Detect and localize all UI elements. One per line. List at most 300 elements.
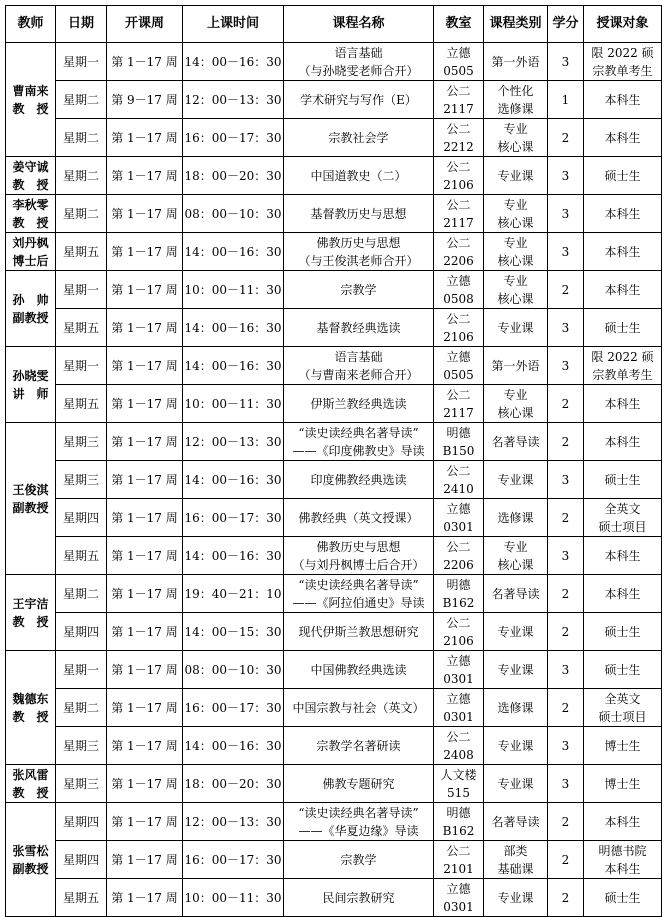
day-cell: 星期五 — [56, 879, 107, 917]
teacher-cell — [6, 233, 56, 271]
room-number: 2408 — [443, 747, 474, 762]
room-building: 立德 — [446, 349, 471, 364]
room-number: 0301 — [443, 899, 474, 914]
teacher-cell — [6, 765, 56, 803]
teacher-cell — [6, 803, 56, 917]
teacher-cell — [6, 423, 56, 575]
audience-cell — [584, 537, 662, 575]
audience: 本科生 — [604, 548, 641, 563]
course-name: 宗教学 — [340, 852, 377, 867]
time-cell: 08：00－10：30 — [183, 651, 284, 689]
course-type: 专业课 — [497, 662, 534, 677]
weeks-cell: 第 1－17 周 — [107, 347, 183, 385]
course-type-2: 核心课 — [497, 405, 534, 420]
teacher-cell — [6, 195, 56, 233]
course-name: “读史读经典名著导读” — [298, 425, 419, 440]
audience-cell — [584, 499, 662, 537]
room-building: 公二 — [446, 387, 471, 402]
audience: 全英文 — [604, 691, 641, 706]
course-type-2: 核心课 — [497, 253, 534, 268]
room-number: 2106 — [443, 177, 474, 192]
course-name-cell — [284, 347, 434, 385]
type-cell — [484, 195, 548, 233]
course-type: 名著导读 — [491, 814, 540, 829]
credits-cell: 3 — [548, 233, 584, 271]
type-cell — [484, 803, 548, 841]
teacher-title: 副教授 — [12, 310, 49, 325]
teacher-title: 教 授 — [12, 215, 49, 230]
weeks-cell: 第 1－17 周 — [107, 803, 183, 841]
course-name: 宗教学名著研读 — [316, 738, 401, 753]
teacher-cell — [6, 347, 56, 423]
room-number: 2410 — [443, 481, 474, 496]
table-row — [6, 537, 662, 575]
credits-cell: 3 — [548, 309, 584, 347]
course-note: ——《阿拉伯通史》导读 — [292, 595, 425, 610]
time-cell: 14：00－15：30 — [183, 613, 284, 651]
weeks-cell: 第 1－17 周 — [107, 385, 183, 423]
teacher-name: 张风雷 — [12, 767, 49, 782]
credits-cell: 3 — [548, 157, 584, 195]
room-cell — [434, 233, 484, 271]
course-name-cell — [284, 157, 434, 195]
audience-cell — [584, 765, 662, 803]
time-cell: 12：00－13：30 — [183, 803, 284, 841]
course-type: 专业课 — [497, 624, 534, 639]
audience: 本科生 — [604, 130, 641, 145]
audience: 硕士生 — [604, 662, 641, 677]
type-cell — [484, 879, 548, 917]
course-name: 佛教历史与思想 — [316, 235, 401, 250]
room-number: 0301 — [443, 709, 474, 724]
credits-cell: 1 — [548, 81, 584, 119]
course-name: 佛教经典（英文授课） — [298, 510, 419, 525]
credits-cell: 2 — [548, 271, 584, 309]
room-number: 2206 — [443, 253, 474, 268]
course-name-cell — [284, 651, 434, 689]
room-number: B150 — [442, 443, 475, 458]
course-name: 中国宗教与社会（英文） — [292, 700, 425, 715]
audience-2: 硕士项目 — [598, 519, 647, 534]
time-cell: 18：00－20：30 — [183, 765, 284, 803]
room-building: 立德 — [446, 881, 471, 896]
teacher-title: 教 授 — [12, 785, 49, 800]
table-row — [6, 157, 662, 195]
course-type: 名著导读 — [491, 434, 540, 449]
audience: 本科生 — [604, 396, 641, 411]
time-cell: 14：00－16：30 — [183, 727, 284, 765]
credits-cell: 2 — [548, 499, 584, 537]
day-cell: 星期三 — [56, 727, 107, 765]
credits-cell: 2 — [548, 423, 584, 461]
time-cell: 14：00－16：30 — [183, 233, 284, 271]
room-building: 明德 — [446, 425, 471, 440]
teacher-name: 曹南来 — [12, 83, 49, 98]
room-cell — [434, 43, 484, 81]
credits-cell: 2 — [548, 613, 584, 651]
header-audience: 授课对象 — [584, 6, 662, 43]
course-type-2: 核心课 — [497, 557, 534, 572]
table-row — [6, 271, 662, 309]
course-name: 伊斯兰教经典选读 — [310, 396, 407, 411]
header-teacher: 教师 — [6, 6, 56, 43]
table-row — [6, 651, 662, 689]
weeks-cell: 第 1－17 周 — [107, 613, 183, 651]
room-building: 立德 — [446, 45, 471, 60]
header-course: 课程名称 — [284, 6, 434, 43]
day-cell: 星期五 — [56, 385, 107, 423]
table-row — [6, 195, 662, 233]
day-cell: 星期四 — [56, 841, 107, 879]
course-name-cell — [284, 803, 434, 841]
room-building: 公二 — [446, 159, 471, 174]
time-cell: 12：00－13：30 — [183, 81, 284, 119]
teacher-cell — [6, 43, 56, 157]
course-name-cell — [284, 499, 434, 537]
day-cell: 星期三 — [56, 423, 107, 461]
table-row — [6, 499, 662, 537]
course-type: 专业 — [503, 539, 528, 554]
course-type: 个性化 — [497, 83, 534, 98]
audience-cell — [584, 803, 662, 841]
time-cell: 16：00－17：30 — [183, 689, 284, 727]
type-cell — [484, 233, 548, 271]
room-cell — [434, 575, 484, 613]
day-cell: 星期二 — [56, 157, 107, 195]
room-building: 公二 — [446, 539, 471, 554]
audience: 博士生 — [604, 738, 641, 753]
course-name: 学术研究与写作（E） — [300, 92, 417, 107]
audience: 本科生 — [604, 244, 641, 259]
header-credits: 学分 — [548, 6, 584, 43]
room-cell — [434, 613, 484, 651]
audience: 本科生 — [604, 814, 641, 829]
room-cell — [434, 841, 484, 879]
table-row — [6, 765, 662, 803]
room-cell — [434, 765, 484, 803]
audience-cell — [584, 841, 662, 879]
credits-cell: 2 — [548, 879, 584, 917]
room-building: 公二 — [446, 729, 471, 744]
course-type: 第一外语 — [491, 54, 540, 69]
room-number: 2117 — [443, 101, 474, 116]
time-cell: 16：00－17：30 — [183, 499, 284, 537]
audience: 硕士生 — [604, 624, 641, 639]
weeks-cell: 第 1－17 周 — [107, 461, 183, 499]
course-name: 基督教经典选读 — [316, 320, 401, 335]
credits-cell: 3 — [548, 43, 584, 81]
room-building: 立德 — [446, 691, 471, 706]
audience-cell — [584, 461, 662, 499]
audience-cell — [584, 385, 662, 423]
type-cell — [484, 651, 548, 689]
course-name-cell — [284, 271, 434, 309]
day-cell: 星期一 — [56, 43, 107, 81]
room-cell — [434, 195, 484, 233]
course-name: 语言基础 — [334, 349, 383, 364]
time-cell: 10：00－11：30 — [183, 385, 284, 423]
course-name-cell — [284, 765, 434, 803]
audience-cell — [584, 689, 662, 727]
day-cell: 星期三 — [56, 765, 107, 803]
day-cell: 星期二 — [56, 195, 107, 233]
teacher-name: 张雪松 — [12, 843, 49, 858]
room-number: 0508 — [443, 291, 474, 306]
room-building: 立德 — [446, 653, 471, 668]
time-cell: 12：00－13：30 — [183, 423, 284, 461]
type-cell — [484, 537, 548, 575]
room-cell — [434, 119, 484, 157]
time-cell: 14：00－16：30 — [183, 347, 284, 385]
type-cell — [484, 347, 548, 385]
course-name: “读史读经典名著导读” — [298, 805, 419, 820]
course-type-2: 选修课 — [497, 101, 534, 116]
teacher-name: 孙晓雯 — [12, 368, 49, 383]
weeks-cell: 第 1－17 周 — [107, 689, 183, 727]
weeks-cell: 第 1－17 周 — [107, 233, 183, 271]
table-row — [6, 689, 662, 727]
room-number: 2117 — [443, 215, 474, 230]
table-row — [6, 423, 662, 461]
audience: 硕士生 — [604, 890, 641, 905]
course-name: 中国佛教经典选读 — [310, 662, 407, 677]
teacher-cell — [6, 271, 56, 347]
time-cell: 14：00－16：30 — [183, 537, 284, 575]
teacher-title: 讲 师 — [12, 386, 49, 401]
day-cell: 星期四 — [56, 803, 107, 841]
teacher-title: 教 授 — [12, 177, 49, 192]
teacher-title: 教 授 — [12, 101, 49, 116]
time-cell: 14：00－16：30 — [183, 461, 284, 499]
course-note: ——《华夏边缘》导读 — [298, 823, 419, 838]
audience-2: 本科生 — [604, 861, 641, 876]
course-name-cell — [284, 879, 434, 917]
course-name: 佛教专题研究 — [322, 776, 395, 791]
credits-cell: 3 — [548, 537, 584, 575]
room-building: 公二 — [446, 463, 471, 478]
table-row — [6, 841, 662, 879]
weeks-cell: 第 1－17 周 — [107, 765, 183, 803]
audience-cell — [584, 613, 662, 651]
header-weeks: 开课周 — [107, 6, 183, 43]
day-cell: 星期一 — [56, 271, 107, 309]
weeks-cell: 第 9－17 周 — [107, 81, 183, 119]
credits-cell: 2 — [548, 385, 584, 423]
room-number: 2101 — [443, 861, 474, 876]
header-day: 日期 — [56, 6, 107, 43]
teacher-title: 副教授 — [12, 500, 49, 515]
course-name-cell — [284, 195, 434, 233]
table-row — [6, 309, 662, 347]
audience-cell — [584, 119, 662, 157]
course-name-cell — [284, 689, 434, 727]
course-note: ——《印度佛教史》导读 — [292, 443, 425, 458]
weeks-cell: 第 1－17 周 — [107, 575, 183, 613]
type-cell — [484, 81, 548, 119]
credits-cell: 3 — [548, 461, 584, 499]
course-name-cell — [284, 841, 434, 879]
type-cell — [484, 841, 548, 879]
room-cell — [434, 689, 484, 727]
weeks-cell: 第 1－17 周 — [107, 651, 183, 689]
room-cell — [434, 347, 484, 385]
audience-cell — [584, 575, 662, 613]
type-cell — [484, 309, 548, 347]
room-number: 515 — [447, 785, 470, 800]
time-cell: 08：00－10：30 — [183, 195, 284, 233]
time-cell: 10：00－11：30 — [183, 271, 284, 309]
credits-cell: 3 — [548, 727, 584, 765]
course-name-cell — [284, 309, 434, 347]
room-cell — [434, 309, 484, 347]
course-type: 专业课 — [497, 738, 534, 753]
table-row — [6, 43, 662, 81]
time-cell: 14：00－16：30 — [183, 43, 284, 81]
course-name: 基督教历史与思想 — [310, 206, 407, 221]
table-row — [6, 727, 662, 765]
day-cell: 星期一 — [56, 651, 107, 689]
room-building: 明德 — [446, 805, 471, 820]
header-row — [6, 6, 662, 43]
time-cell: 16：00－17：30 — [183, 841, 284, 879]
teacher-name: 王宇洁 — [12, 596, 49, 611]
room-building: 公二 — [446, 843, 471, 858]
course-name: 佛教历史与思想 — [316, 539, 401, 554]
course-type-2: 核心课 — [497, 291, 534, 306]
teacher-title: 教 授 — [12, 709, 49, 724]
room-number: B162 — [442, 823, 475, 838]
day-cell: 星期二 — [56, 81, 107, 119]
room-number: 0301 — [443, 519, 474, 534]
room-building: 公二 — [446, 121, 471, 136]
audience: 明德书院 — [598, 843, 647, 858]
course-name-cell — [284, 461, 434, 499]
course-name-cell — [284, 43, 434, 81]
course-name-cell — [284, 537, 434, 575]
room-building: 立德 — [446, 273, 471, 288]
audience-2: 宗教单考生 — [592, 367, 653, 382]
audience-cell — [584, 347, 662, 385]
teacher-name: 孙 帅 — [12, 292, 49, 307]
time-cell: 18：00－20：30 — [183, 157, 284, 195]
type-cell — [484, 499, 548, 537]
type-cell — [484, 461, 548, 499]
type-cell — [484, 689, 548, 727]
course-name: 宗教学 — [340, 282, 377, 297]
audience-cell — [584, 81, 662, 119]
course-name: 民间宗教研究 — [322, 890, 395, 905]
course-type: 专业 — [503, 197, 528, 212]
teacher-name: 姜守诚 — [12, 159, 49, 174]
weeks-cell: 第 1－17 周 — [107, 43, 183, 81]
room-cell — [434, 803, 484, 841]
teacher-name: 魏德东 — [12, 691, 49, 706]
room-number: 2206 — [443, 557, 474, 572]
course-type-2: 核心课 — [497, 215, 534, 230]
table-row — [6, 803, 662, 841]
weeks-cell: 第 1－17 周 — [107, 499, 183, 537]
teacher-name: 李秋零 — [12, 197, 49, 212]
audience-cell — [584, 195, 662, 233]
room-number: 0505 — [443, 63, 474, 78]
weeks-cell: 第 1－17 周 — [107, 195, 183, 233]
weeks-cell: 第 1－17 周 — [107, 119, 183, 157]
room-building: 公二 — [446, 197, 471, 212]
audience-cell — [584, 233, 662, 271]
day-cell: 星期四 — [56, 499, 107, 537]
table-row — [6, 347, 662, 385]
table-row — [6, 575, 662, 613]
room-number: 2106 — [443, 633, 474, 648]
credits-cell: 2 — [548, 803, 584, 841]
course-type: 专业课 — [497, 472, 534, 487]
audience-cell — [584, 651, 662, 689]
header-time: 上课时间 — [183, 6, 284, 43]
room-building: 明德 — [446, 577, 471, 592]
course-note: （与孙晓雯老师合开） — [298, 63, 419, 78]
room-cell — [434, 271, 484, 309]
type-cell — [484, 613, 548, 651]
table-body — [6, 43, 662, 917]
audience: 限 2022 硕 — [591, 349, 654, 364]
audience-cell — [584, 309, 662, 347]
course-name-cell — [284, 613, 434, 651]
room-cell — [434, 81, 484, 119]
room-number: 2212 — [443, 139, 474, 154]
table-row — [6, 233, 662, 271]
room-number: 2117 — [443, 405, 474, 420]
course-name-cell — [284, 81, 434, 119]
room-cell — [434, 385, 484, 423]
teacher-cell — [6, 575, 56, 651]
teacher-name: 刘丹枫 — [12, 235, 49, 250]
room-number: 0301 — [443, 671, 474, 686]
course-type: 专业 — [503, 273, 528, 288]
course-type: 专业 — [503, 235, 528, 250]
day-cell: 星期五 — [56, 537, 107, 575]
weeks-cell: 第 1－17 周 — [107, 157, 183, 195]
audience: 限 2022 硕 — [591, 45, 654, 60]
course-name-cell — [284, 233, 434, 271]
room-cell — [434, 157, 484, 195]
course-name-cell — [284, 423, 434, 461]
course-name-cell — [284, 119, 434, 157]
audience: 本科生 — [604, 206, 641, 221]
room-building: 公二 — [446, 311, 471, 326]
day-cell: 星期三 — [56, 461, 107, 499]
room-cell — [434, 651, 484, 689]
course-name: 语言基础 — [334, 45, 383, 60]
course-type: 专业 — [503, 121, 528, 136]
weeks-cell: 第 1－17 周 — [107, 309, 183, 347]
course-note: （与曹南来老师合开） — [298, 367, 419, 382]
room-number: B162 — [442, 595, 475, 610]
audience-cell — [584, 423, 662, 461]
credits-cell: 3 — [548, 651, 584, 689]
course-type: 名著导读 — [491, 586, 540, 601]
time-cell: 19：40－21：10 — [183, 575, 284, 613]
credits-cell: 3 — [548, 195, 584, 233]
course-type: 选修课 — [497, 510, 534, 525]
day-cell: 星期五 — [56, 309, 107, 347]
course-type: 部类 — [503, 843, 528, 858]
day-cell: 星期一 — [56, 347, 107, 385]
course-note: （与王俊淇老师合开） — [298, 253, 419, 268]
course-name-cell — [284, 385, 434, 423]
day-cell: 星期五 — [56, 233, 107, 271]
audience-cell — [584, 43, 662, 81]
room-cell — [434, 499, 484, 537]
